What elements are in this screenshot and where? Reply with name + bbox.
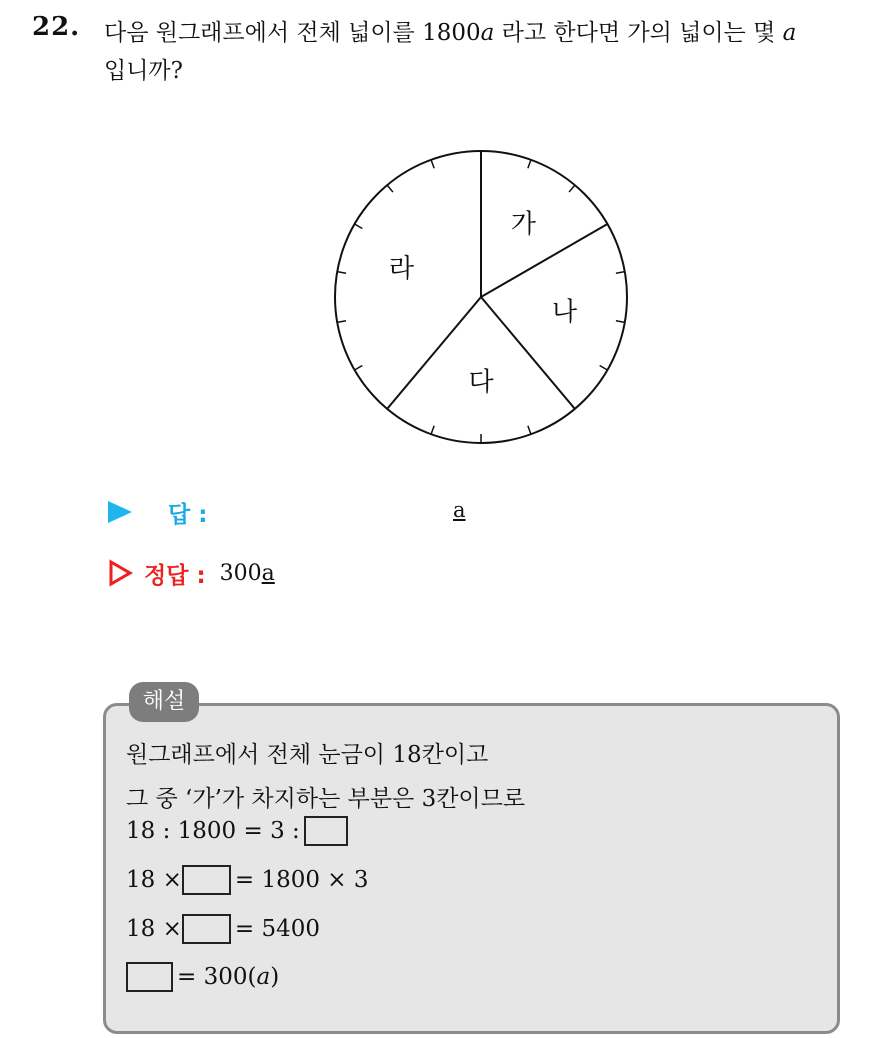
explanation-tab: 해설 [129, 682, 199, 722]
correct-value-unit: a [261, 560, 275, 586]
math-line-2 [126, 865, 369, 895]
answer-arrow-icon [108, 501, 132, 523]
question-var-a1: a [480, 20, 495, 46]
math-line-1 [126, 816, 348, 846]
question-number: 22. [32, 12, 81, 42]
pie-label-2: 나 [551, 297, 577, 328]
pie-tick [600, 366, 608, 371]
math-line-4 [126, 962, 279, 992]
math-line-3 [126, 914, 320, 944]
pie-tick [569, 185, 575, 192]
answer-row [108, 496, 207, 528]
pie-tick [387, 185, 393, 192]
math-line-1-left: 18 : 1800 = 3 : [126, 818, 300, 844]
correct-arrow-icon [108, 559, 134, 587]
correct-value-number: 300 [219, 560, 262, 586]
pie-tick [528, 160, 531, 168]
answer-blank-4 [126, 962, 173, 992]
math-line-3-right: = 5400 [234, 916, 320, 942]
pie-chart [325, 148, 635, 458]
pie-tick [431, 160, 434, 168]
answer-blank-1 [304, 816, 348, 846]
math-line-2-left: 18 × [126, 867, 182, 893]
math-line-4-right: = 300( [177, 964, 257, 990]
correct-row [108, 557, 275, 589]
pie-tick [616, 321, 625, 323]
pie-label-4: 라 [388, 254, 414, 285]
answer-unit: a [453, 498, 466, 522]
pie-label-1: 가 [510, 209, 536, 240]
question-text-line2: 입니까? [104, 58, 183, 84]
correct-value [220, 561, 275, 586]
answer-label: 답 : [168, 501, 208, 528]
math-line-2-right: = 1800 × 3 [234, 867, 369, 893]
answer-blank-2 [182, 865, 231, 895]
explanation-line-2: 그 중 ‘가’가 차지하는 부분은 3칸이므로 [126, 786, 526, 812]
question-text [104, 14, 869, 90]
math-line-4-var: a [256, 964, 271, 990]
pie-labels [389, 210, 577, 398]
pie-label-3: 다 [468, 367, 494, 398]
math-line-4-close: ) [270, 964, 280, 990]
question-var-a2: a [782, 20, 797, 46]
pie-tick [355, 366, 363, 371]
question-text-part1: 다음 원그래프에서 전체 넓이를 1800 [104, 20, 481, 46]
correct-label: 정답 : [144, 562, 206, 589]
pie-tick [337, 272, 346, 274]
pie-tick [616, 272, 625, 274]
answer-blank-3 [182, 914, 231, 944]
pie-tick [337, 321, 346, 323]
explanation-line-1: 원그래프에서 전체 눈금이 18칸이고 [126, 742, 489, 768]
pie-tick [528, 426, 531, 434]
math-line-3-left: 18 × [126, 916, 182, 942]
pie-tick [431, 426, 434, 434]
pie-divider [387, 297, 481, 409]
question-text-part2: 라고 한다면 가의 넓이는 몇 [494, 20, 783, 46]
pie-divider [481, 224, 607, 297]
pie-tick [355, 224, 363, 229]
pie-dividers [387, 151, 607, 409]
